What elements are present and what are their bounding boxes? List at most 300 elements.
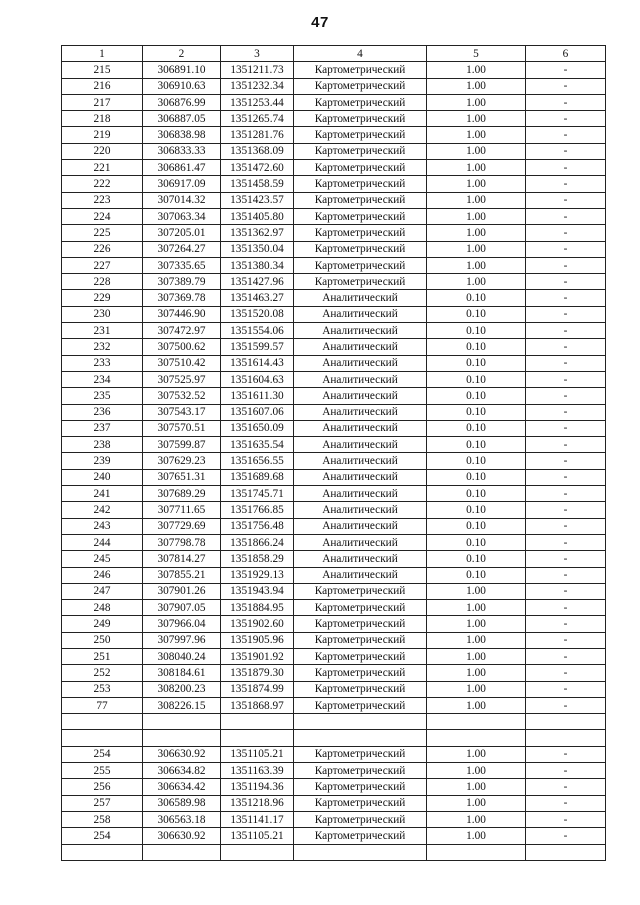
y-coordinate-cell: 1351745.71 [221, 486, 294, 502]
y-coordinate-cell: 1351756.48 [221, 518, 294, 534]
method-cell [294, 714, 427, 730]
table-row [62, 290, 606, 306]
y-coordinate-cell: 1351211.73 [221, 62, 294, 78]
method-cell: Аналитический [294, 469, 427, 485]
description-cell: - [526, 486, 606, 502]
x-coordinate-cell: 307901.26 [143, 583, 221, 599]
column-header-method: 4 [294, 46, 427, 62]
method-cell: Картометрический [294, 111, 427, 127]
y-coordinate-cell: 1351105.21 [221, 828, 294, 844]
table-row [62, 730, 606, 746]
table-row [62, 453, 606, 469]
accuracy-cell: 1.00 [427, 225, 526, 241]
description-cell: - [526, 274, 606, 290]
method-cell: Аналитический [294, 339, 427, 355]
table-row [62, 583, 606, 599]
description-cell: - [526, 828, 606, 844]
y-coordinate-cell: 1351858.29 [221, 551, 294, 567]
point-number-cell: 256 [62, 779, 143, 795]
method-cell: Картометрический [294, 176, 427, 192]
table-row [62, 632, 606, 648]
y-coordinate-cell: 1351472.60 [221, 160, 294, 176]
point-number-cell: 231 [62, 323, 143, 339]
description-cell: - [526, 127, 606, 143]
method-cell: Аналитический [294, 551, 427, 567]
point-number-cell: 238 [62, 437, 143, 453]
method-cell: Аналитический [294, 453, 427, 469]
point-number-cell: 227 [62, 257, 143, 273]
method-cell: Аналитический [294, 518, 427, 534]
method-cell: Аналитический [294, 534, 427, 550]
point-number-cell: 235 [62, 388, 143, 404]
point-number-cell: 243 [62, 518, 143, 534]
table-row [62, 828, 606, 844]
description-cell: - [526, 306, 606, 322]
description-cell: - [526, 681, 606, 697]
x-coordinate-cell: 307205.01 [143, 225, 221, 241]
accuracy-cell: 1.00 [427, 127, 526, 143]
accuracy-cell: 1.00 [427, 583, 526, 599]
point-number-cell: 228 [62, 274, 143, 290]
point-number-cell: 245 [62, 551, 143, 567]
table-row [62, 763, 606, 779]
point-number-cell: 239 [62, 453, 143, 469]
x-coordinate-cell: 307629.23 [143, 453, 221, 469]
x-coordinate-cell: 306887.05 [143, 111, 221, 127]
x-coordinate-cell: 306917.09 [143, 176, 221, 192]
point-number-cell: 254 [62, 828, 143, 844]
table-row [62, 697, 606, 713]
x-coordinate-cell [143, 714, 221, 730]
y-coordinate-cell: 1351368.09 [221, 143, 294, 159]
accuracy-cell: 1.00 [427, 697, 526, 713]
point-number-cell: 232 [62, 339, 143, 355]
point-number-cell: 217 [62, 94, 143, 110]
point-number-cell: 230 [62, 306, 143, 322]
method-cell: Картометрический [294, 665, 427, 681]
accuracy-cell: 0.10 [427, 469, 526, 485]
x-coordinate-cell: 307907.05 [143, 600, 221, 616]
accuracy-cell: 0.10 [427, 437, 526, 453]
accuracy-cell: 0.10 [427, 355, 526, 371]
table-row [62, 469, 606, 485]
y-coordinate-cell: 1351614.43 [221, 355, 294, 371]
point-number-cell: 258 [62, 811, 143, 827]
point-number-cell: 223 [62, 192, 143, 208]
x-coordinate-cell: 307599.87 [143, 437, 221, 453]
accuracy-cell: 1.00 [427, 62, 526, 78]
table-row [62, 714, 606, 730]
accuracy-cell: 0.10 [427, 306, 526, 322]
method-cell: Аналитический [294, 306, 427, 322]
method-cell: Картометрический [294, 600, 427, 616]
description-cell: - [526, 62, 606, 78]
description-cell: - [526, 225, 606, 241]
y-coordinate-cell: 1351141.17 [221, 811, 294, 827]
y-coordinate-cell [221, 714, 294, 730]
description-cell: - [526, 551, 606, 567]
x-coordinate-cell: 307798.78 [143, 534, 221, 550]
description-cell: - [526, 257, 606, 273]
point-number-cell: 218 [62, 111, 143, 127]
point-number-cell [62, 730, 143, 746]
y-coordinate-cell: 1351105.21 [221, 746, 294, 762]
method-cell: Аналитический [294, 437, 427, 453]
method-cell: Картометрический [294, 648, 427, 664]
description-cell: - [526, 192, 606, 208]
accuracy-cell: 0.10 [427, 453, 526, 469]
y-coordinate-cell: 1351902.60 [221, 616, 294, 632]
point-number-cell: 225 [62, 225, 143, 241]
point-number-cell: 236 [62, 404, 143, 420]
description-cell: - [526, 355, 606, 371]
table-row [62, 339, 606, 355]
description-cell: - [526, 779, 606, 795]
y-coordinate-cell: 1351766.85 [221, 502, 294, 518]
accuracy-cell: 1.00 [427, 257, 526, 273]
x-coordinate-cell [143, 730, 221, 746]
y-coordinate-cell: 1351879.30 [221, 665, 294, 681]
description-cell: - [526, 665, 606, 681]
description-cell: - [526, 208, 606, 224]
x-coordinate-cell: 307814.27 [143, 551, 221, 567]
method-cell: Картометрический [294, 746, 427, 762]
accuracy-cell: 1.00 [427, 632, 526, 648]
table-row [62, 811, 606, 827]
x-coordinate-cell: 306634.82 [143, 763, 221, 779]
point-number-cell: 247 [62, 583, 143, 599]
y-coordinate-cell [221, 730, 294, 746]
accuracy-cell: 1.00 [427, 94, 526, 110]
x-coordinate-cell: 306833.33 [143, 143, 221, 159]
x-coordinate-cell: 307689.29 [143, 486, 221, 502]
x-coordinate-cell: 307997.96 [143, 632, 221, 648]
description-cell: - [526, 420, 606, 436]
accuracy-cell: 1.00 [427, 192, 526, 208]
point-number-cell: 257 [62, 795, 143, 811]
x-coordinate-cell: 307532.52 [143, 388, 221, 404]
y-coordinate-cell: 1351599.57 [221, 339, 294, 355]
accuracy-cell: 1.00 [427, 208, 526, 224]
method-cell: Аналитический [294, 388, 427, 404]
y-coordinate-cell: 1351362.97 [221, 225, 294, 241]
method-cell: Аналитический [294, 371, 427, 387]
accuracy-cell [427, 714, 526, 730]
description-cell: - [526, 600, 606, 616]
table-row [62, 681, 606, 697]
accuracy-cell: 1.00 [427, 274, 526, 290]
accuracy-cell: 1.00 [427, 779, 526, 795]
y-coordinate-cell: 1351427.96 [221, 274, 294, 290]
description-cell: - [526, 290, 606, 306]
y-coordinate-cell: 1351232.34 [221, 78, 294, 94]
method-cell: Аналитический [294, 486, 427, 502]
x-coordinate-cell: 306634.42 [143, 779, 221, 795]
x-coordinate-cell: 307966.04 [143, 616, 221, 632]
x-coordinate-cell: 307711.65 [143, 502, 221, 518]
y-coordinate-cell: 1351253.44 [221, 94, 294, 110]
table-row [62, 208, 606, 224]
accuracy-cell: 1.00 [427, 241, 526, 257]
table-header [62, 46, 606, 62]
point-number-cell: 254 [62, 746, 143, 762]
description-cell: - [526, 371, 606, 387]
x-coordinate-cell: 308200.23 [143, 681, 221, 697]
description-cell: - [526, 763, 606, 779]
accuracy-cell: 0.10 [427, 486, 526, 502]
method-cell [294, 844, 427, 860]
x-coordinate-cell: 308226.15 [143, 697, 221, 713]
x-coordinate-cell: 307014.32 [143, 192, 221, 208]
y-coordinate-cell: 1351650.09 [221, 420, 294, 436]
table-row [62, 94, 606, 110]
description-cell: - [526, 94, 606, 110]
y-coordinate-cell: 1351463.27 [221, 290, 294, 306]
point-number-cell: 229 [62, 290, 143, 306]
point-number-cell: 233 [62, 355, 143, 371]
description-cell: - [526, 632, 606, 648]
column-header-y-coordinate: 3 [221, 46, 294, 62]
x-coordinate-cell: 307510.42 [143, 355, 221, 371]
table-row [62, 127, 606, 143]
accuracy-cell: 0.10 [427, 551, 526, 567]
description-cell [526, 714, 606, 730]
accuracy-cell: 1.00 [427, 78, 526, 94]
y-coordinate-cell: 1351607.06 [221, 404, 294, 420]
point-number-cell: 246 [62, 567, 143, 583]
y-coordinate-cell: 1351218.96 [221, 795, 294, 811]
point-number-cell [62, 844, 143, 860]
method-cell [294, 730, 427, 746]
y-coordinate-cell: 1351520.08 [221, 306, 294, 322]
accuracy-cell: 0.10 [427, 290, 526, 306]
table-row [62, 665, 606, 681]
x-coordinate-cell: 307335.65 [143, 257, 221, 273]
x-coordinate-cell: 306891.10 [143, 62, 221, 78]
y-coordinate-cell: 1351874.99 [221, 681, 294, 697]
description-cell: - [526, 697, 606, 713]
description-cell: - [526, 176, 606, 192]
description-cell: - [526, 502, 606, 518]
header-row [62, 46, 606, 62]
table-row [62, 420, 606, 436]
method-cell: Картометрический [294, 795, 427, 811]
method-cell: Картометрический [294, 62, 427, 78]
point-number-cell: 215 [62, 62, 143, 78]
point-number-cell: 252 [62, 665, 143, 681]
accuracy-cell: 1.00 [427, 600, 526, 616]
y-coordinate-cell: 1351405.80 [221, 208, 294, 224]
accuracy-cell: 1.00 [427, 176, 526, 192]
accuracy-cell: 0.10 [427, 388, 526, 404]
accuracy-cell: 0.10 [427, 518, 526, 534]
method-cell: Картометрический [294, 208, 427, 224]
point-number-cell: 77 [62, 697, 143, 713]
table-row [62, 355, 606, 371]
x-coordinate-cell: 306563.18 [143, 811, 221, 827]
accuracy-cell: 1.00 [427, 648, 526, 664]
x-coordinate-cell: 307855.21 [143, 567, 221, 583]
x-coordinate-cell: 308184.61 [143, 665, 221, 681]
method-cell: Аналитический [294, 404, 427, 420]
y-coordinate-cell: 1351689.68 [221, 469, 294, 485]
y-coordinate-cell: 1351265.74 [221, 111, 294, 127]
description-cell: - [526, 388, 606, 404]
point-number-cell: 248 [62, 600, 143, 616]
point-number-cell: 216 [62, 78, 143, 94]
point-number-cell: 253 [62, 681, 143, 697]
description-cell: - [526, 437, 606, 453]
x-coordinate-cell: 306838.98 [143, 127, 221, 143]
method-cell: Картометрический [294, 127, 427, 143]
point-number-cell: 244 [62, 534, 143, 550]
point-number-cell: 237 [62, 420, 143, 436]
x-coordinate-cell: 307570.51 [143, 420, 221, 436]
description-cell: - [526, 746, 606, 762]
table-row [62, 437, 606, 453]
column-header-x-coordinate: 2 [143, 46, 221, 62]
x-coordinate-cell: 307500.62 [143, 339, 221, 355]
description-cell: - [526, 567, 606, 583]
point-number-cell: 219 [62, 127, 143, 143]
point-number-cell: 226 [62, 241, 143, 257]
method-cell: Аналитический [294, 420, 427, 436]
x-coordinate-cell: 307063.34 [143, 208, 221, 224]
x-coordinate-cell: 308040.24 [143, 648, 221, 664]
description-cell: - [526, 453, 606, 469]
y-coordinate-cell: 1351611.30 [221, 388, 294, 404]
y-coordinate-cell: 1351163.39 [221, 763, 294, 779]
point-number-cell: 250 [62, 632, 143, 648]
y-coordinate-cell: 1351905.96 [221, 632, 294, 648]
method-cell: Картометрический [294, 192, 427, 208]
method-cell: Картометрический [294, 811, 427, 827]
y-coordinate-cell: 1351929.13 [221, 567, 294, 583]
table-row [62, 111, 606, 127]
description-cell: - [526, 811, 606, 827]
method-cell: Аналитический [294, 355, 427, 371]
x-coordinate-cell: 306876.99 [143, 94, 221, 110]
method-cell: Картометрический [294, 583, 427, 599]
description-cell: - [526, 534, 606, 550]
table-row [62, 551, 606, 567]
table-row [62, 274, 606, 290]
table-row [62, 567, 606, 583]
y-coordinate-cell: 1351281.76 [221, 127, 294, 143]
table-row [62, 844, 606, 860]
description-cell: - [526, 323, 606, 339]
accuracy-cell: 1.00 [427, 795, 526, 811]
y-coordinate-cell: 1351458.59 [221, 176, 294, 192]
method-cell: Картометрический [294, 78, 427, 94]
table-row [62, 648, 606, 664]
accuracy-cell: 0.10 [427, 534, 526, 550]
accuracy-cell [427, 730, 526, 746]
table-row [62, 62, 606, 78]
accuracy-cell: 1.00 [427, 665, 526, 681]
point-number-cell: 242 [62, 502, 143, 518]
method-cell: Картометрический [294, 160, 427, 176]
accuracy-cell: 0.10 [427, 404, 526, 420]
method-cell: Картометрический [294, 274, 427, 290]
description-cell [526, 844, 606, 860]
accuracy-cell: 0.10 [427, 567, 526, 583]
coordinates-table [61, 45, 606, 861]
method-cell: Картометрический [294, 779, 427, 795]
description-cell [526, 730, 606, 746]
y-coordinate-cell: 1351554.06 [221, 323, 294, 339]
point-number-cell: 255 [62, 763, 143, 779]
x-coordinate-cell: 306630.92 [143, 746, 221, 762]
accuracy-cell: 0.10 [427, 339, 526, 355]
point-number-cell: 221 [62, 160, 143, 176]
method-cell: Аналитический [294, 502, 427, 518]
y-coordinate-cell: 1351868.97 [221, 697, 294, 713]
method-cell: Картометрический [294, 681, 427, 697]
y-coordinate-cell: 1351423.57 [221, 192, 294, 208]
column-header-description: 6 [526, 46, 606, 62]
method-cell: Аналитический [294, 567, 427, 583]
point-number-cell: 249 [62, 616, 143, 632]
x-coordinate-cell: 307369.78 [143, 290, 221, 306]
method-cell: Картометрический [294, 94, 427, 110]
table-row [62, 160, 606, 176]
description-cell: - [526, 241, 606, 257]
description-cell: - [526, 469, 606, 485]
method-cell: Картометрический [294, 257, 427, 273]
table-row [62, 323, 606, 339]
accuracy-cell: 1.00 [427, 811, 526, 827]
accuracy-cell [427, 844, 526, 860]
description-cell: - [526, 583, 606, 599]
y-coordinate-cell: 1351635.54 [221, 437, 294, 453]
description-cell: - [526, 111, 606, 127]
x-coordinate-cell [143, 844, 221, 860]
accuracy-cell: 1.00 [427, 763, 526, 779]
table-row [62, 518, 606, 534]
table-row [62, 241, 606, 257]
description-cell: - [526, 404, 606, 420]
point-number-cell: 251 [62, 648, 143, 664]
accuracy-cell: 1.00 [427, 616, 526, 632]
y-coordinate-cell: 1351866.24 [221, 534, 294, 550]
method-cell: Аналитический [294, 290, 427, 306]
table-row [62, 306, 606, 322]
table-row [62, 143, 606, 159]
x-coordinate-cell: 306589.98 [143, 795, 221, 811]
point-number-cell: 222 [62, 176, 143, 192]
point-number-cell [62, 714, 143, 730]
x-coordinate-cell: 307525.97 [143, 371, 221, 387]
description-cell: - [526, 518, 606, 534]
method-cell: Картометрический [294, 763, 427, 779]
accuracy-cell: 1.00 [427, 111, 526, 127]
method-cell: Картометрический [294, 225, 427, 241]
table-row [62, 176, 606, 192]
table-body [62, 62, 606, 861]
table-row [62, 371, 606, 387]
table-row [62, 388, 606, 404]
accuracy-cell: 1.00 [427, 160, 526, 176]
x-coordinate-cell: 307264.27 [143, 241, 221, 257]
y-coordinate-cell: 1351194.36 [221, 779, 294, 795]
y-coordinate-cell: 1351943.94 [221, 583, 294, 599]
table-row [62, 78, 606, 94]
description-cell: - [526, 648, 606, 664]
accuracy-cell: 1.00 [427, 746, 526, 762]
column-header-point-number: 1 [62, 46, 143, 62]
accuracy-cell: 0.10 [427, 502, 526, 518]
